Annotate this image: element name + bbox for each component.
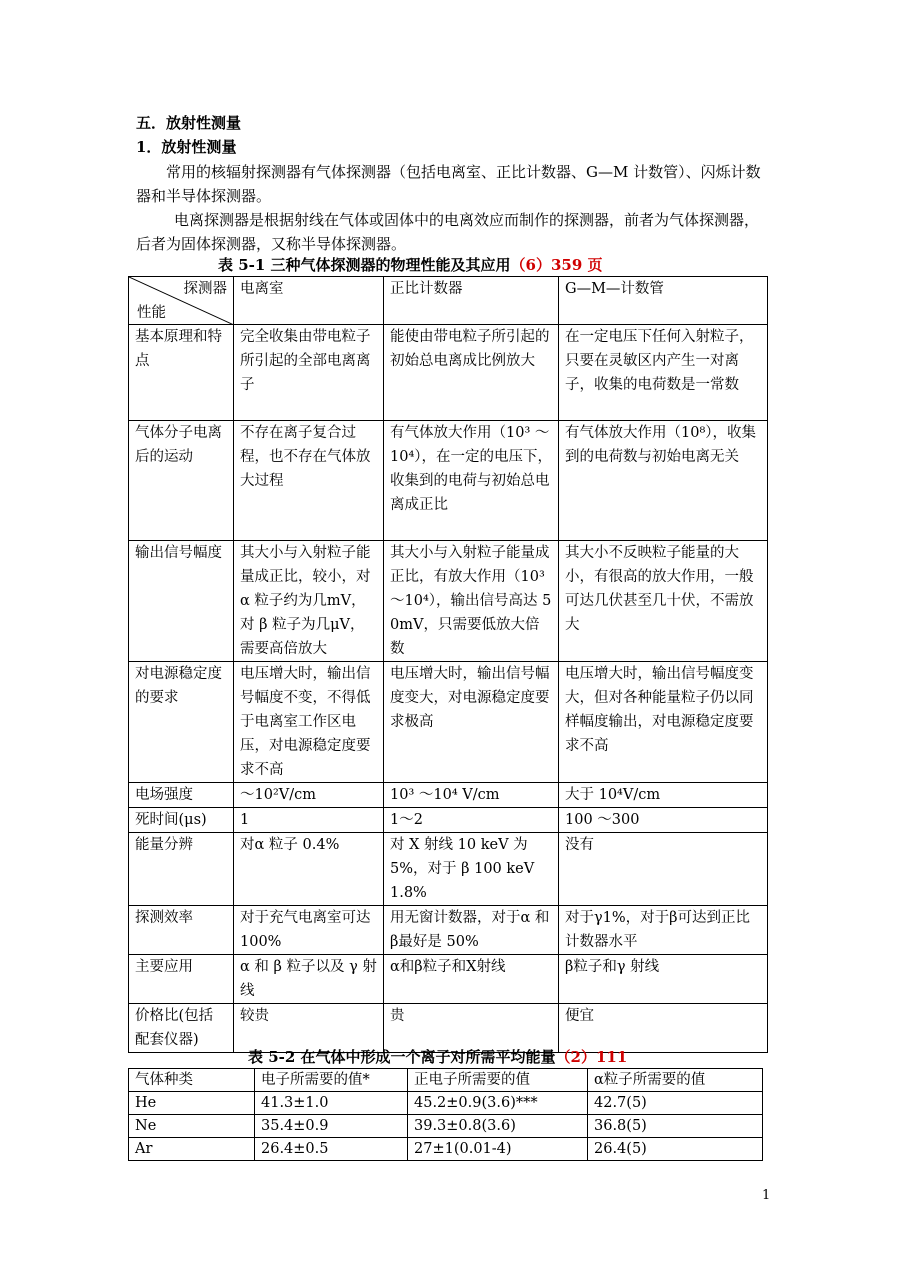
table-cell: 36.8(5) — [588, 1115, 763, 1138]
row-label: 主要应用 — [129, 955, 234, 1004]
table-row — [129, 541, 768, 662]
row-label: 价格比(包括配套仪器) — [129, 1004, 234, 1053]
table-cell: 其大小与入射粒子能量成正比，较小，对 α 粒子约为几mV，对 β 粒子为几μV，需要高倍放大 — [234, 541, 384, 662]
table2-caption-text: 表 5-2 在气体中形成一个离子对所需平均能量 — [248, 1048, 556, 1066]
table-row — [129, 906, 768, 955]
table2-caption — [248, 1046, 627, 1067]
table-cell: 对于充气电离室可达 100% — [234, 906, 384, 955]
table-cell: 其大小不反映粒子能量的大小，有很高的放大作用，一般可达几伏甚至几十伏，不需放大 — [559, 541, 768, 662]
table1-caption-ref: （6）359 页 — [510, 256, 603, 274]
table-cell: α和β粒子和X射线 — [384, 955, 559, 1004]
table-cell: β粒子和γ 射线 — [559, 955, 768, 1004]
table-header-row — [129, 1069, 763, 1092]
table-cell: 电压增大时，输出信号幅度变大，但对各种能量粒子仍以同样幅度输出，对电源稳定度要求不高 — [559, 662, 768, 783]
table-row — [129, 833, 768, 906]
ion-pair-energy-table — [128, 1068, 763, 1161]
paragraph-detectors: 常用的核辐射探测器有气体探测器（包括电离室、正比计数器、G—M 计数管）、闪烁计数器和半导体探测器。 — [136, 163, 761, 205]
corner-header-cell — [129, 277, 234, 325]
table-cell: 39.3±0.8(3.6) — [408, 1115, 588, 1138]
table-cell: 26.4±0.5 — [255, 1138, 408, 1161]
table-cell: 1～2 — [384, 808, 559, 833]
table-cell: 26.4(5) — [588, 1138, 763, 1161]
row-label: 电场强度 — [129, 783, 234, 808]
paragraph-ionization: 电离探测器是根据射线在气体或固体中的电离效应而制作的探测器，前者为气体探测器，后者为固体探测器，又称半导体探测器。 — [136, 211, 760, 253]
table-cell: 便宜 — [559, 1004, 768, 1053]
row-label: 能量分辨 — [129, 833, 234, 906]
table-row — [129, 1092, 763, 1115]
row-label: 基本原理和特点 — [129, 325, 234, 421]
table-row — [129, 662, 768, 783]
column-header: 正电子所需要的值 — [408, 1069, 588, 1092]
column-header: α粒子所需要的值 — [588, 1069, 763, 1092]
table-cell: 42.7(5) — [588, 1092, 763, 1115]
table-header-row — [129, 277, 768, 325]
table-cell: 对α 粒子 0.4% — [234, 833, 384, 906]
table-cell: 41.3±1.0 — [255, 1092, 408, 1115]
table-cell: 电压增大时，输出信号幅度变大，对电源稳定度要求极高 — [384, 662, 559, 783]
table-cell: 能使由带电粒子所引起的初始总电离成比例放大 — [384, 325, 559, 421]
table-cell: 用无窗计数器，对于α 和β最好是 50% — [384, 906, 559, 955]
table-cell: 在一定电压下任何入射粒子，只要在灵敏区内产生一对离子，收集的电荷数是一常数 — [559, 325, 768, 421]
table-cell: ～10²V/cm — [234, 783, 384, 808]
corner-label-detector: 探测器 — [183, 281, 227, 297]
row-label: 气体分子电离后的运动 — [129, 421, 234, 541]
row-label: 探测效率 — [129, 906, 234, 955]
section-heading: 五．放射性测量 — [136, 114, 242, 132]
table-cell: 没有 — [559, 833, 768, 906]
table-cell: 有气体放大作用（10³ ～10⁴），在一定的电压下，收集到的电荷与初始总电离成正比 — [384, 421, 559, 541]
table2-caption-ref: （2）111 — [555, 1048, 628, 1066]
row-label: 对电源稳定度的要求 — [129, 662, 234, 783]
table-row — [129, 955, 768, 1004]
table-row — [129, 325, 768, 421]
table-cell: Ar — [129, 1138, 255, 1161]
table1-caption — [218, 254, 603, 275]
table-cell: 有气体放大作用（10⁸），收集到的电荷数与初始电离无关 — [559, 421, 768, 541]
table1-caption-text: 表 5-1 三种气体探测器的物理性能及其应用 — [218, 256, 511, 274]
table-cell: 对 X 射线 10 keV 为 5%，对于 β 100 keV 1.8% — [384, 833, 559, 906]
table-cell: α 和 β 粒子以及 γ 射线 — [234, 955, 384, 1004]
column-header: 正比计数器 — [384, 277, 559, 325]
table-row — [129, 783, 768, 808]
row-label: 输出信号幅度 — [129, 541, 234, 662]
table-cell: 大于 10⁴V/cm — [559, 783, 768, 808]
table-row — [129, 808, 768, 833]
table-cell: Ne — [129, 1115, 255, 1138]
table-cell: 电压增大时，输出信号幅度不变，不得低于电离室工作区电压，对电源稳定度要求不高 — [234, 662, 384, 783]
table-cell: 27±1(0.01-4) — [408, 1138, 588, 1161]
table-cell: 较贵 — [234, 1004, 384, 1053]
table-cell: 贵 — [384, 1004, 559, 1053]
corner-label-property: 性能 — [137, 305, 166, 321]
detector-table — [128, 276, 768, 1053]
table-row — [129, 1138, 763, 1161]
table-row — [129, 1115, 763, 1138]
table-cell: 100 ～300 — [559, 808, 768, 833]
table-cell: 10³ ～10⁴ V/cm — [384, 783, 559, 808]
table-cell: 完全收集由带电粒子所引起的全部电离离子 — [234, 325, 384, 421]
table-cell: 不存在离子复合过程，也不存在气体放大过程 — [234, 421, 384, 541]
column-header: 气体种类 — [129, 1069, 255, 1092]
page-number: 1 — [762, 1188, 771, 1203]
column-header: 电离室 — [234, 277, 384, 325]
table-cell: 45.2±0.9(3.6)*** — [408, 1092, 588, 1115]
table-cell: 对于γ1%，对于β可达到正比计数器水平 — [559, 906, 768, 955]
table-cell: 其大小与入射粒子能量成正比，有放大作用（10³ ～10⁴），输出信号高达 50mV，只需要低放大倍数 — [384, 541, 559, 662]
row-label: 死时间(μs) — [129, 808, 234, 833]
subsection-heading: 1．放射性测量 — [136, 138, 237, 156]
table-cell: He — [129, 1092, 255, 1115]
table-cell: 1 — [234, 808, 384, 833]
table-cell: 35.4±0.9 — [255, 1115, 408, 1138]
column-header: G—M—计数管 — [559, 277, 768, 325]
column-header: 电子所需要的值* — [255, 1069, 408, 1092]
table-row — [129, 421, 768, 541]
